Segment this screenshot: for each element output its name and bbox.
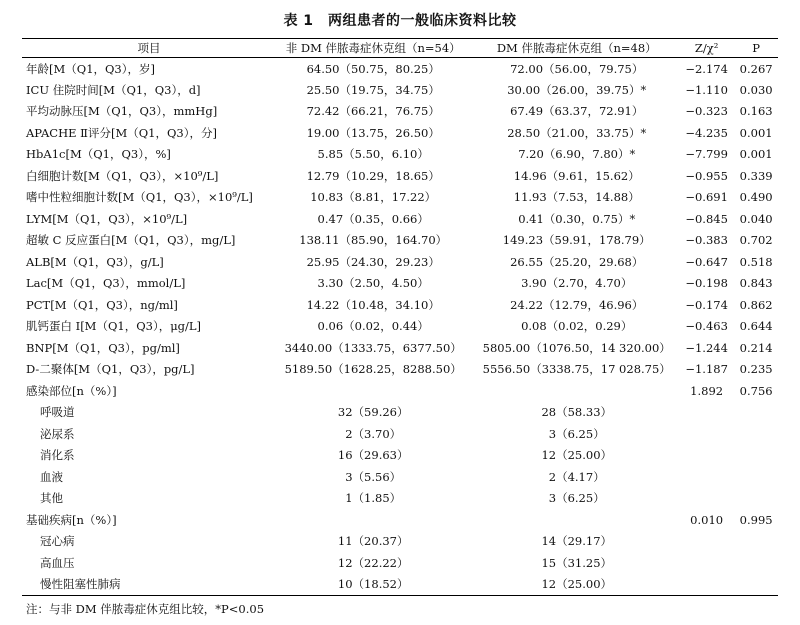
row-p-value-cell (734, 402, 778, 424)
table-row (22, 423, 778, 445)
table-header-row (22, 39, 778, 58)
row-dm-cell: 149.23（59.91，178.79） (502, 233, 651, 248)
row-dm-cell: 3（6.25） (548, 426, 605, 441)
row-item-cell: ALB[M（Q1，Q3），g/L] (26, 254, 164, 269)
row-statistic-cell (679, 423, 734, 445)
row-p-value-cell (734, 423, 778, 445)
row-statistic-cell: −1.244 (685, 340, 728, 355)
row-item-cell: 超敏 C 反应蛋白[M（Q1，Q3），mg/L] (26, 233, 236, 248)
row-non-dm-cell: 19.00（13.75，26.50） (306, 125, 440, 140)
table-row (22, 251, 778, 273)
row-p-value-cell: 0.490 (739, 190, 773, 205)
table-row (22, 574, 778, 596)
row-dm-cell: 15（31.25） (541, 555, 613, 570)
header-p-value: P (734, 39, 778, 58)
row-non-dm-cell: 11（20.37） (337, 534, 409, 549)
row-p-value-cell (734, 531, 778, 553)
row-item-cell: Lac[M（Q1，Q3），mmol/L] (26, 276, 186, 291)
row-dm-cell: 14.96（9.61，15.62） (513, 168, 640, 183)
table-row (22, 101, 778, 123)
table-caption: 表 1 两组患者的一般临床资料比较 (283, 13, 517, 29)
row-statistic-cell: −0.174 (685, 297, 728, 312)
row-statistic-cell: −0.323 (685, 104, 728, 119)
table-row (22, 402, 778, 424)
row-statistic-cell (679, 445, 734, 467)
row-statistic-cell: −4.235 (685, 125, 728, 140)
row-item-cell: 感染部位[n（%）] (26, 383, 117, 398)
row-p-value-cell: 0.995 (739, 512, 773, 527)
row-item-cell: 平均动脉压[M（Q1，Q3），mmHg] (26, 104, 218, 119)
row-non-dm-cell (272, 509, 475, 531)
row-statistic-cell: −7.799 (685, 147, 728, 162)
row-p-value-cell: 0.001 (739, 125, 773, 140)
row-dm-cell (474, 380, 679, 402)
row-dm-cell: 67.49（63.37，72.91） (510, 104, 644, 119)
table-row (22, 466, 778, 488)
row-non-dm-cell: 1（1.85） (345, 491, 402, 506)
row-dm-cell: 2（4.17） (548, 469, 605, 484)
table-body (22, 58, 778, 596)
row-statistic-cell: −0.198 (685, 276, 728, 291)
table-row (22, 230, 778, 252)
table-row (22, 294, 778, 316)
table-row (22, 316, 778, 338)
table-row (22, 144, 778, 166)
row-item-cell: 年龄[M（Q1，Q3），岁] (26, 61, 155, 76)
row-p-value-cell: 0.235 (739, 362, 773, 377)
row-dm-cell: 3（6.25） (548, 491, 605, 506)
table-row (22, 165, 778, 187)
row-non-dm-cell: 25.50（19.75，34.75） (306, 82, 440, 97)
row-statistic-cell: −1.187 (685, 362, 728, 377)
row-statistic-cell (679, 552, 734, 574)
row-item-cell: 高血压 (40, 555, 75, 570)
row-dm-cell: 11.93（7.53，14.88） (513, 190, 640, 205)
row-p-value-cell: 0.163 (739, 104, 773, 119)
row-statistic-cell: −0.955 (685, 168, 728, 183)
header-dm-group: DM 伴脓毒症休克组（n=48） (474, 39, 679, 58)
table-row (22, 531, 778, 553)
row-non-dm-cell: 138.11（85.90，164.70） (299, 233, 448, 248)
row-non-dm-cell: 32（59.26） (337, 405, 409, 420)
row-non-dm-cell: 10.83（8.81，17.22） (310, 190, 437, 205)
row-dm-cell: 7.20（6.90，7.80）* (518, 147, 636, 162)
row-item-cell: BNP[M（Q1，Q3），pg/ml] (26, 340, 180, 355)
row-p-value-cell (734, 445, 778, 467)
row-p-value-cell (734, 488, 778, 510)
row-p-value-cell (734, 574, 778, 596)
row-non-dm-cell: 5.85（5.50，6.10） (317, 147, 429, 162)
row-statistic-cell: −1.110 (685, 82, 728, 97)
row-p-value-cell: 0.339 (739, 168, 773, 183)
row-dm-cell: 0.41（0.30，0.75）* (518, 211, 636, 226)
header-item: 项目 (22, 39, 272, 58)
row-statistic-cell: −2.174 (685, 61, 728, 76)
header-statistic: Z/χ² (679, 39, 734, 58)
row-item-cell: HbA1c[M（Q1，Q3），%] (26, 147, 171, 162)
row-non-dm-cell: 0.06（0.02，0.44） (317, 319, 429, 334)
table-row (22, 58, 778, 80)
table-footnote: 注：与非 DM 伴脓毒症休克组比较，*P<0.05 (26, 602, 265, 616)
row-p-value-cell: 0.702 (739, 233, 773, 248)
row-item-cell: 冠心病 (40, 534, 75, 549)
row-statistic-cell: −0.463 (685, 319, 728, 334)
row-non-dm-cell: 12.79（10.29，18.65） (306, 168, 440, 183)
row-dm-cell: 5805.00（1076.50，14 320.00） (482, 340, 671, 355)
row-non-dm-cell (272, 380, 475, 402)
row-statistic-cell (679, 531, 734, 553)
row-dm-cell: 28.50（21.00，33.75）* (507, 125, 647, 140)
table-row (22, 208, 778, 230)
row-dm-cell: 28（58.33） (541, 405, 613, 420)
row-item-cell: 泌尿系 (40, 426, 75, 441)
row-p-value-cell (734, 552, 778, 574)
row-non-dm-cell: 64.50（50.75，80.25） (306, 61, 440, 76)
row-statistic-cell: −0.845 (685, 211, 728, 226)
table-row (22, 380, 778, 402)
row-p-value-cell: 0.040 (739, 211, 773, 226)
row-statistic-cell (679, 488, 734, 510)
row-item-cell: 白细胞计数[M（Q1，Q3），×10⁹/L] (26, 168, 219, 183)
row-non-dm-cell: 5189.50（1628.25，8288.50） (284, 362, 462, 377)
table-row (22, 122, 778, 144)
row-non-dm-cell: 25.95（24.30，29.23） (306, 254, 440, 269)
row-non-dm-cell: 12（22.22） (337, 555, 409, 570)
row-dm-cell: 72.00（56.00，79.75） (510, 61, 644, 76)
row-item-cell: 其他 (40, 491, 63, 506)
row-item-cell: 嗜中性粒细胞计数[M（Q1，Q3），×10⁹/L] (26, 190, 253, 205)
row-statistic-cell (679, 402, 734, 424)
row-item-cell: PCT[M（Q1，Q3），ng/ml] (26, 297, 178, 312)
row-dm-cell: 14（29.17） (541, 534, 613, 549)
row-p-value-cell (734, 466, 778, 488)
row-dm-cell: 0.08（0.02，0.29） (521, 319, 633, 334)
table-row (22, 273, 778, 295)
row-dm-cell: 26.55（25.20，29.68） (510, 254, 644, 269)
row-item-cell: D-二聚体[M（Q1，Q3），pg/L] (26, 362, 195, 377)
row-dm-cell: 12（25.00） (541, 448, 613, 463)
row-item-cell: 血液 (40, 469, 63, 484)
row-non-dm-cell: 14.22（10.48，34.10） (306, 297, 440, 312)
row-item-cell: LYM[M（Q1，Q3），×10⁹/L] (26, 211, 188, 226)
row-p-value-cell: 0.001 (739, 147, 773, 162)
row-statistic-cell (679, 466, 734, 488)
row-non-dm-cell: 16（29.63） (337, 448, 409, 463)
row-dm-cell (474, 509, 679, 531)
row-dm-cell: 30.00（26.00，39.75）* (507, 82, 647, 97)
row-statistic-cell: 0.010 (690, 512, 724, 527)
row-item-cell: 基础疾病[n（%）] (26, 512, 117, 527)
table-row (22, 79, 778, 101)
row-non-dm-cell: 10（18.52） (272, 574, 475, 596)
row-p-value-cell: 0.214 (739, 340, 773, 355)
row-dm-cell: 3.90（2.70，4.70） (521, 276, 633, 291)
row-statistic-cell: −0.383 (685, 233, 728, 248)
row-statistic-cell: −0.691 (685, 190, 728, 205)
row-p-value-cell: 0.756 (739, 383, 773, 398)
table-row (22, 488, 778, 510)
row-p-value-cell: 0.518 (739, 254, 773, 269)
row-item-cell: 肌钙蛋白 I[M（Q1，Q3），μg/L] (26, 319, 202, 334)
row-dm-cell: 5556.50（3338.75，17 028.75） (482, 362, 671, 377)
row-dm-cell: 12（25.00） (474, 574, 679, 596)
row-non-dm-cell: 3（5.56） (345, 469, 402, 484)
row-p-value-cell: 0.843 (739, 276, 773, 291)
row-non-dm-cell: 0.47（0.35，0.66） (317, 211, 429, 226)
table-row (22, 359, 778, 381)
row-statistic-cell (679, 574, 734, 596)
row-item-cell: 呼吸道 (40, 405, 75, 420)
table-row (22, 187, 778, 209)
row-statistic-cell: 1.892 (690, 383, 724, 398)
row-item-cell: APACHE Ⅱ评分[M（Q1，Q3），分] (26, 125, 217, 140)
table-row (22, 337, 778, 359)
row-dm-cell: 24.22（12.79，46.96） (510, 297, 644, 312)
table-row (22, 509, 778, 531)
row-p-value-cell: 0.267 (739, 61, 773, 76)
row-p-value-cell: 0.862 (739, 297, 773, 312)
row-item-cell: 消化系 (40, 448, 75, 463)
row-p-value-cell: 0.644 (739, 319, 773, 334)
row-non-dm-cell: 2（3.70） (345, 426, 402, 441)
row-p-value-cell: 0.030 (739, 82, 773, 97)
row-non-dm-cell: 3440.00（1333.75，6377.50） (284, 340, 462, 355)
table-row (22, 445, 778, 467)
table-row (22, 552, 778, 574)
header-non-dm-group: 非 DM 伴脓毒症休克组（n=54） (272, 39, 475, 58)
row-non-dm-cell: 72.42（66.21，76.75） (306, 104, 440, 119)
row-non-dm-cell: 3.30（2.50，4.50） (317, 276, 429, 291)
clinical-data-table (22, 38, 778, 596)
row-statistic-cell: −0.647 (685, 254, 728, 269)
row-item-cell: 慢性阻塞性肺病 (22, 574, 272, 596)
row-item-cell: ICU 住院时间[M（Q1，Q3），d] (26, 82, 201, 97)
